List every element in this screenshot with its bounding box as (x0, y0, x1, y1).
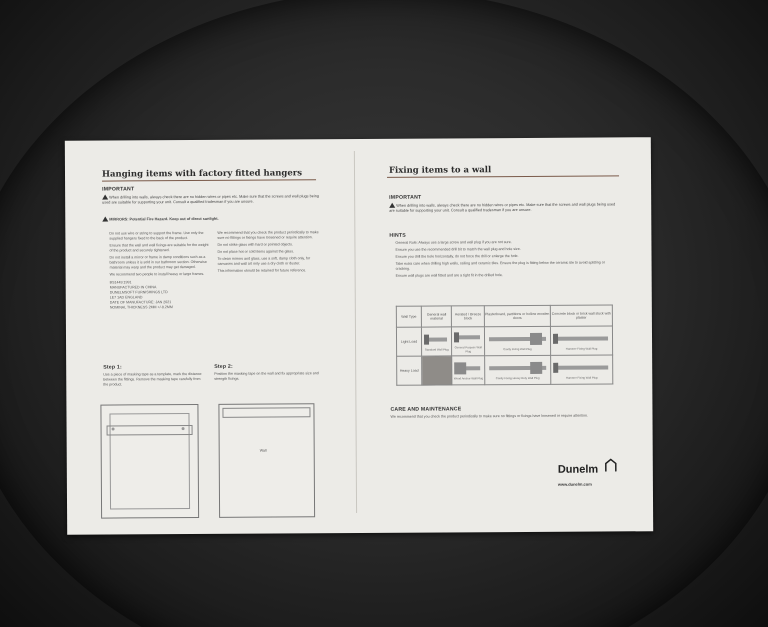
table-header: Concrete block or brick wall stuck with plaster (550, 305, 612, 326)
left-page-title: Hanging items with factory fitted hangers (101, 168, 303, 180)
heavy-cavity-plug-icon (485, 360, 550, 374)
hint-item: Ensure you drill the hole horizontally, do not force the drill or enlarge the hole. (395, 254, 519, 259)
table-cell: Standard Wall Plug (421, 327, 452, 356)
hint-item: General Rule: Always use a large screw and wall plug if you are not sure. (395, 240, 512, 245)
instruction-text: Do not install a mirror or frame in damp conditions such as a bathroom unless it is sold in our bathroom section. Otherwise material may warp and the product may get damaged. (109, 254, 207, 270)
instruction-text: Do not strike glass with hard or pointed objects. (217, 242, 293, 247)
row-label: Light Load (396, 327, 421, 356)
table-cell: Cavity Fixing Heavy Duty Wall Plug (485, 355, 551, 384)
hammer-plug-icon (551, 331, 612, 345)
table-cell-empty (422, 356, 453, 385)
warning-icon (389, 203, 395, 208)
frame-back-diagram (100, 404, 199, 519)
instruction-text: Ensure that the wall and wall fixings are suitable for the weight of the product and securely tightened. (109, 242, 209, 253)
right-title-rule (387, 175, 619, 177)
care-text: We recommend that you check the product periodically to make sure no fittings or fixings have loosened or require attention. (390, 413, 589, 419)
left-warning-1: When drilling into walls, always check there are no hidden wires or pipes etc. Make sure that the screws and wall plugs being used are suitable for supporting your unit. Consult a qualified tradesman if you are unsure. (102, 194, 319, 205)
row-label: Heavy Load (397, 356, 422, 385)
product-details: BS1449:1991 MANUFACTURED IN CHINA DUNELMSOFT FURNISHINGS LTD LE7 1AD ENGLAND DATE OF MANUFACTURE: JAN 2021 NOMINAL THICKNESS 2MM +/-0.2MM (109, 280, 173, 310)
instruction-text: We recommend that you check the product periodically to make sure no fittings or fixings have loosened or require attention. (217, 230, 319, 240)
table-header-row (396, 305, 612, 327)
wood-anchor-icon (453, 361, 485, 375)
website-url: www.dunelm.com (557, 481, 592, 487)
table-row (396, 326, 612, 356)
wall-diagram (218, 403, 315, 518)
right-warning: When drilling into walls, always check there are no hidden wires or pipes etc. Make sure that the screws and wall plugs being used are suitable for supporting your unit. Consult a qualified tradesman if you are unsure. (389, 202, 616, 213)
step-2-text: Position the masking tape on the wall and fix appropriate size and strength fixings. (214, 371, 319, 381)
instruction-text: Do not place hot or cold items against the glass. (217, 249, 295, 254)
instruction-sheet (65, 137, 653, 535)
left-warning-2: MIRRORS: Potential Fire Hazard. Keep out of direct sunlight. (102, 215, 324, 222)
hint-item: Ensure wall plugs are wall fitted and are a tight fit in the drilled hole. (395, 273, 503, 278)
hammer-plug-icon (551, 360, 612, 374)
step-1-text: Use a piece of masking tape as a template, mark the distance between the fittings. Remove the masking tape carefully from the product. (103, 371, 202, 387)
center-fold-line (354, 151, 357, 513)
table-header: Wall Type (396, 306, 421, 327)
wall-label: Wall (259, 448, 267, 453)
right-page-title: Fixing items to a wall (388, 165, 492, 176)
instruction-text: Do not use wire or string to support the frame. Use only the supplied hangers fixed to the back of the product. (109, 230, 204, 241)
table-cell: Wood Anchor Wall Plug (452, 356, 485, 385)
instruction-text: This information should be retained for future reference. (217, 268, 307, 273)
table-header: Aerated / Breeze block (452, 306, 485, 327)
care-heading: CARE AND MAINTENANCE (390, 406, 462, 413)
hanger-mark (182, 427, 185, 430)
table-header: General wall material (421, 306, 452, 327)
table-cell: Hammer Fixing Wall Plug (550, 326, 612, 355)
table-row (397, 355, 613, 385)
hanger-mark (112, 427, 115, 430)
left-important-heading: IMPORTANT (102, 186, 135, 193)
table-cell: Cavity Fixing Wall Plug (484, 326, 550, 355)
hints-list (395, 239, 615, 280)
dunelm-logo: Dunelm (557, 463, 599, 476)
wall-plug-icon (452, 330, 484, 344)
left-title-rule (102, 179, 316, 181)
left-column-1 (109, 231, 211, 311)
instruction-text: We recommend two people to install heavy or large frames. (109, 271, 205, 277)
step-2-title: Step 2: (214, 363, 233, 370)
warning-icon (102, 195, 108, 200)
right-important-heading: IMPORTANT (389, 194, 422, 201)
wall-plug-icon (422, 332, 452, 346)
hints-heading: HINTS (389, 232, 406, 239)
wall-fixing-table (396, 304, 613, 385)
masking-tape-on-wall (222, 407, 310, 418)
masking-tape (107, 425, 193, 436)
hint-item: Ensure you use the recommended drill bit to match the wall plug and hole size. (395, 247, 521, 252)
step-1-title: Step 1: (103, 364, 122, 371)
warning-icon (102, 217, 108, 222)
left-column-2 (217, 230, 321, 276)
table-cell: Hammer Fixing Wall Plug (551, 355, 613, 384)
table-cell: General Purpose Wall Plug (452, 327, 485, 356)
cavity-plug-icon (485, 331, 550, 345)
house-logo-icon (605, 458, 617, 472)
table-header: Plasterboard, partitions or hollow wooden doors (484, 305, 550, 326)
hint-item: Take extra care when drilling high walls, ceiling and ceramic tiles. Ensure the plug is fitting below the ceramic tile to avoid splitting or cracking. (395, 260, 605, 271)
instruction-text: To clean mirrors and glass, use a soft, damp cloth only, for canvases and wall art only use a dry cloth or duster. (217, 256, 311, 266)
